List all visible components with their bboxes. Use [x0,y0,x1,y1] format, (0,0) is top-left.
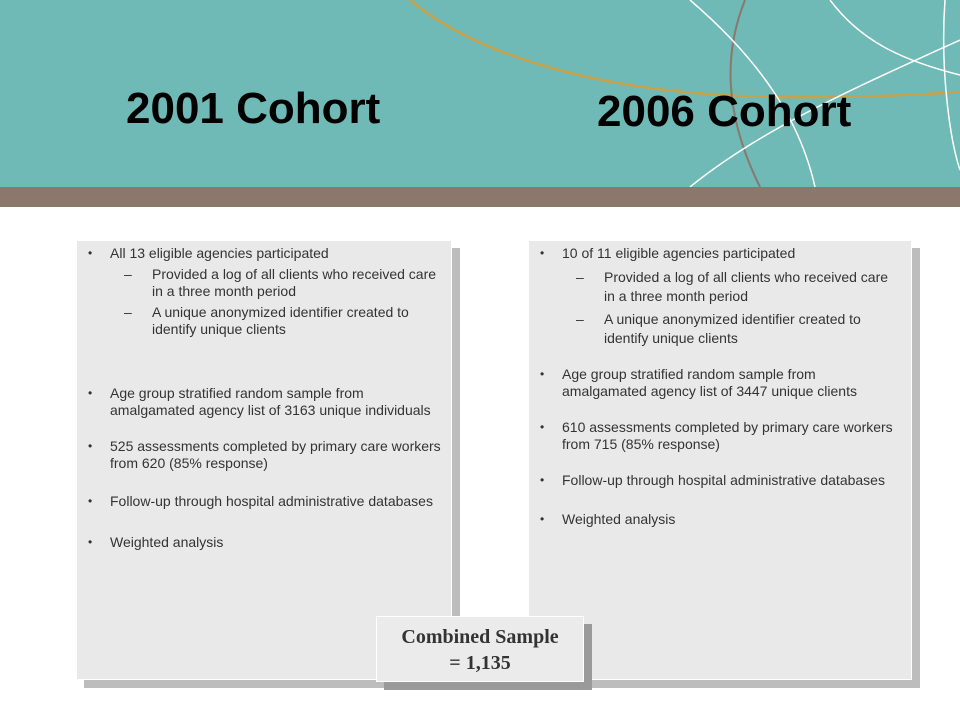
bullet-icon: • [540,512,545,526]
list-item-text: Weighted analysis [562,511,676,527]
list-item-text: All 13 eligible agencies participated [110,245,329,261]
title-2006-cohort: 2006 Cohort [597,87,852,136]
left-panel-list [76,245,448,551]
white-curve-4 [944,0,960,170]
combined-sample-label: Combined Sample [401,626,559,648]
bullet-icon: • [88,535,93,549]
bullet-icon: • [540,367,545,381]
list-item-text: Age group stratified random sample from amalgamated agency list of 3447 unique clients [562,366,857,399]
list-item-text: Weighted analysis [110,534,224,550]
list-item-text: A unique anonymized identifier created to identify unique clients [152,304,409,337]
list-subitem [76,266,448,300]
bullet-icon: • [540,246,545,260]
right-panel-list [528,245,900,528]
list-item-text: 10 of 11 eligible agencies participated [562,245,796,261]
combined-sample-box [376,616,584,682]
list-item-text: Follow-up through hospital administrative databases [110,493,433,509]
list-item [528,511,900,528]
list-item [76,385,448,419]
bullet-icon: • [88,246,93,260]
list-subitem [528,268,900,306]
list-item-text: Provided a log of all clients who received care in a three month period [604,269,889,304]
title-2001-cohort: 2001 Cohort [126,84,381,133]
list-item [76,493,448,510]
bullet-icon: • [88,386,93,400]
list-item [528,419,900,453]
list-item [528,245,900,262]
bullet-icon: • [88,439,93,453]
combined-sample-value: = 1,135 [449,652,511,674]
gold-curve [410,0,960,97]
list-item [528,472,900,489]
list-subitem [528,310,900,348]
header-band [0,187,960,207]
list-item [76,534,448,551]
list-item [528,366,900,400]
dash-icon: – [124,304,132,320]
list-item-text: Age group stratified random sample from amalgamated agency list of 3163 unique individuals [110,385,431,418]
list-item-text: Provided a log of all clients who received care in a three month period [152,266,437,299]
white-curve-3 [830,0,960,75]
dash-icon: – [576,311,584,327]
dash-icon: – [576,269,584,285]
list-item-text: Follow-up through hospital administrative databases [562,472,885,488]
list-item-text: 525 assessments completed by primary care workers from 620 (85% response) [110,438,441,471]
bullet-icon: • [540,420,545,434]
bullet-icon: • [88,494,93,508]
list-item [76,438,448,472]
list-item-text: 610 assessments completed by primary care workers from 715 (85% response) [562,419,893,452]
list-item-text: A unique anonymized identifier created to identify unique clients [604,311,861,346]
dash-icon: – [124,266,132,282]
list-item [76,245,448,262]
list-subitem [76,304,448,338]
bullet-icon: • [540,473,545,487]
